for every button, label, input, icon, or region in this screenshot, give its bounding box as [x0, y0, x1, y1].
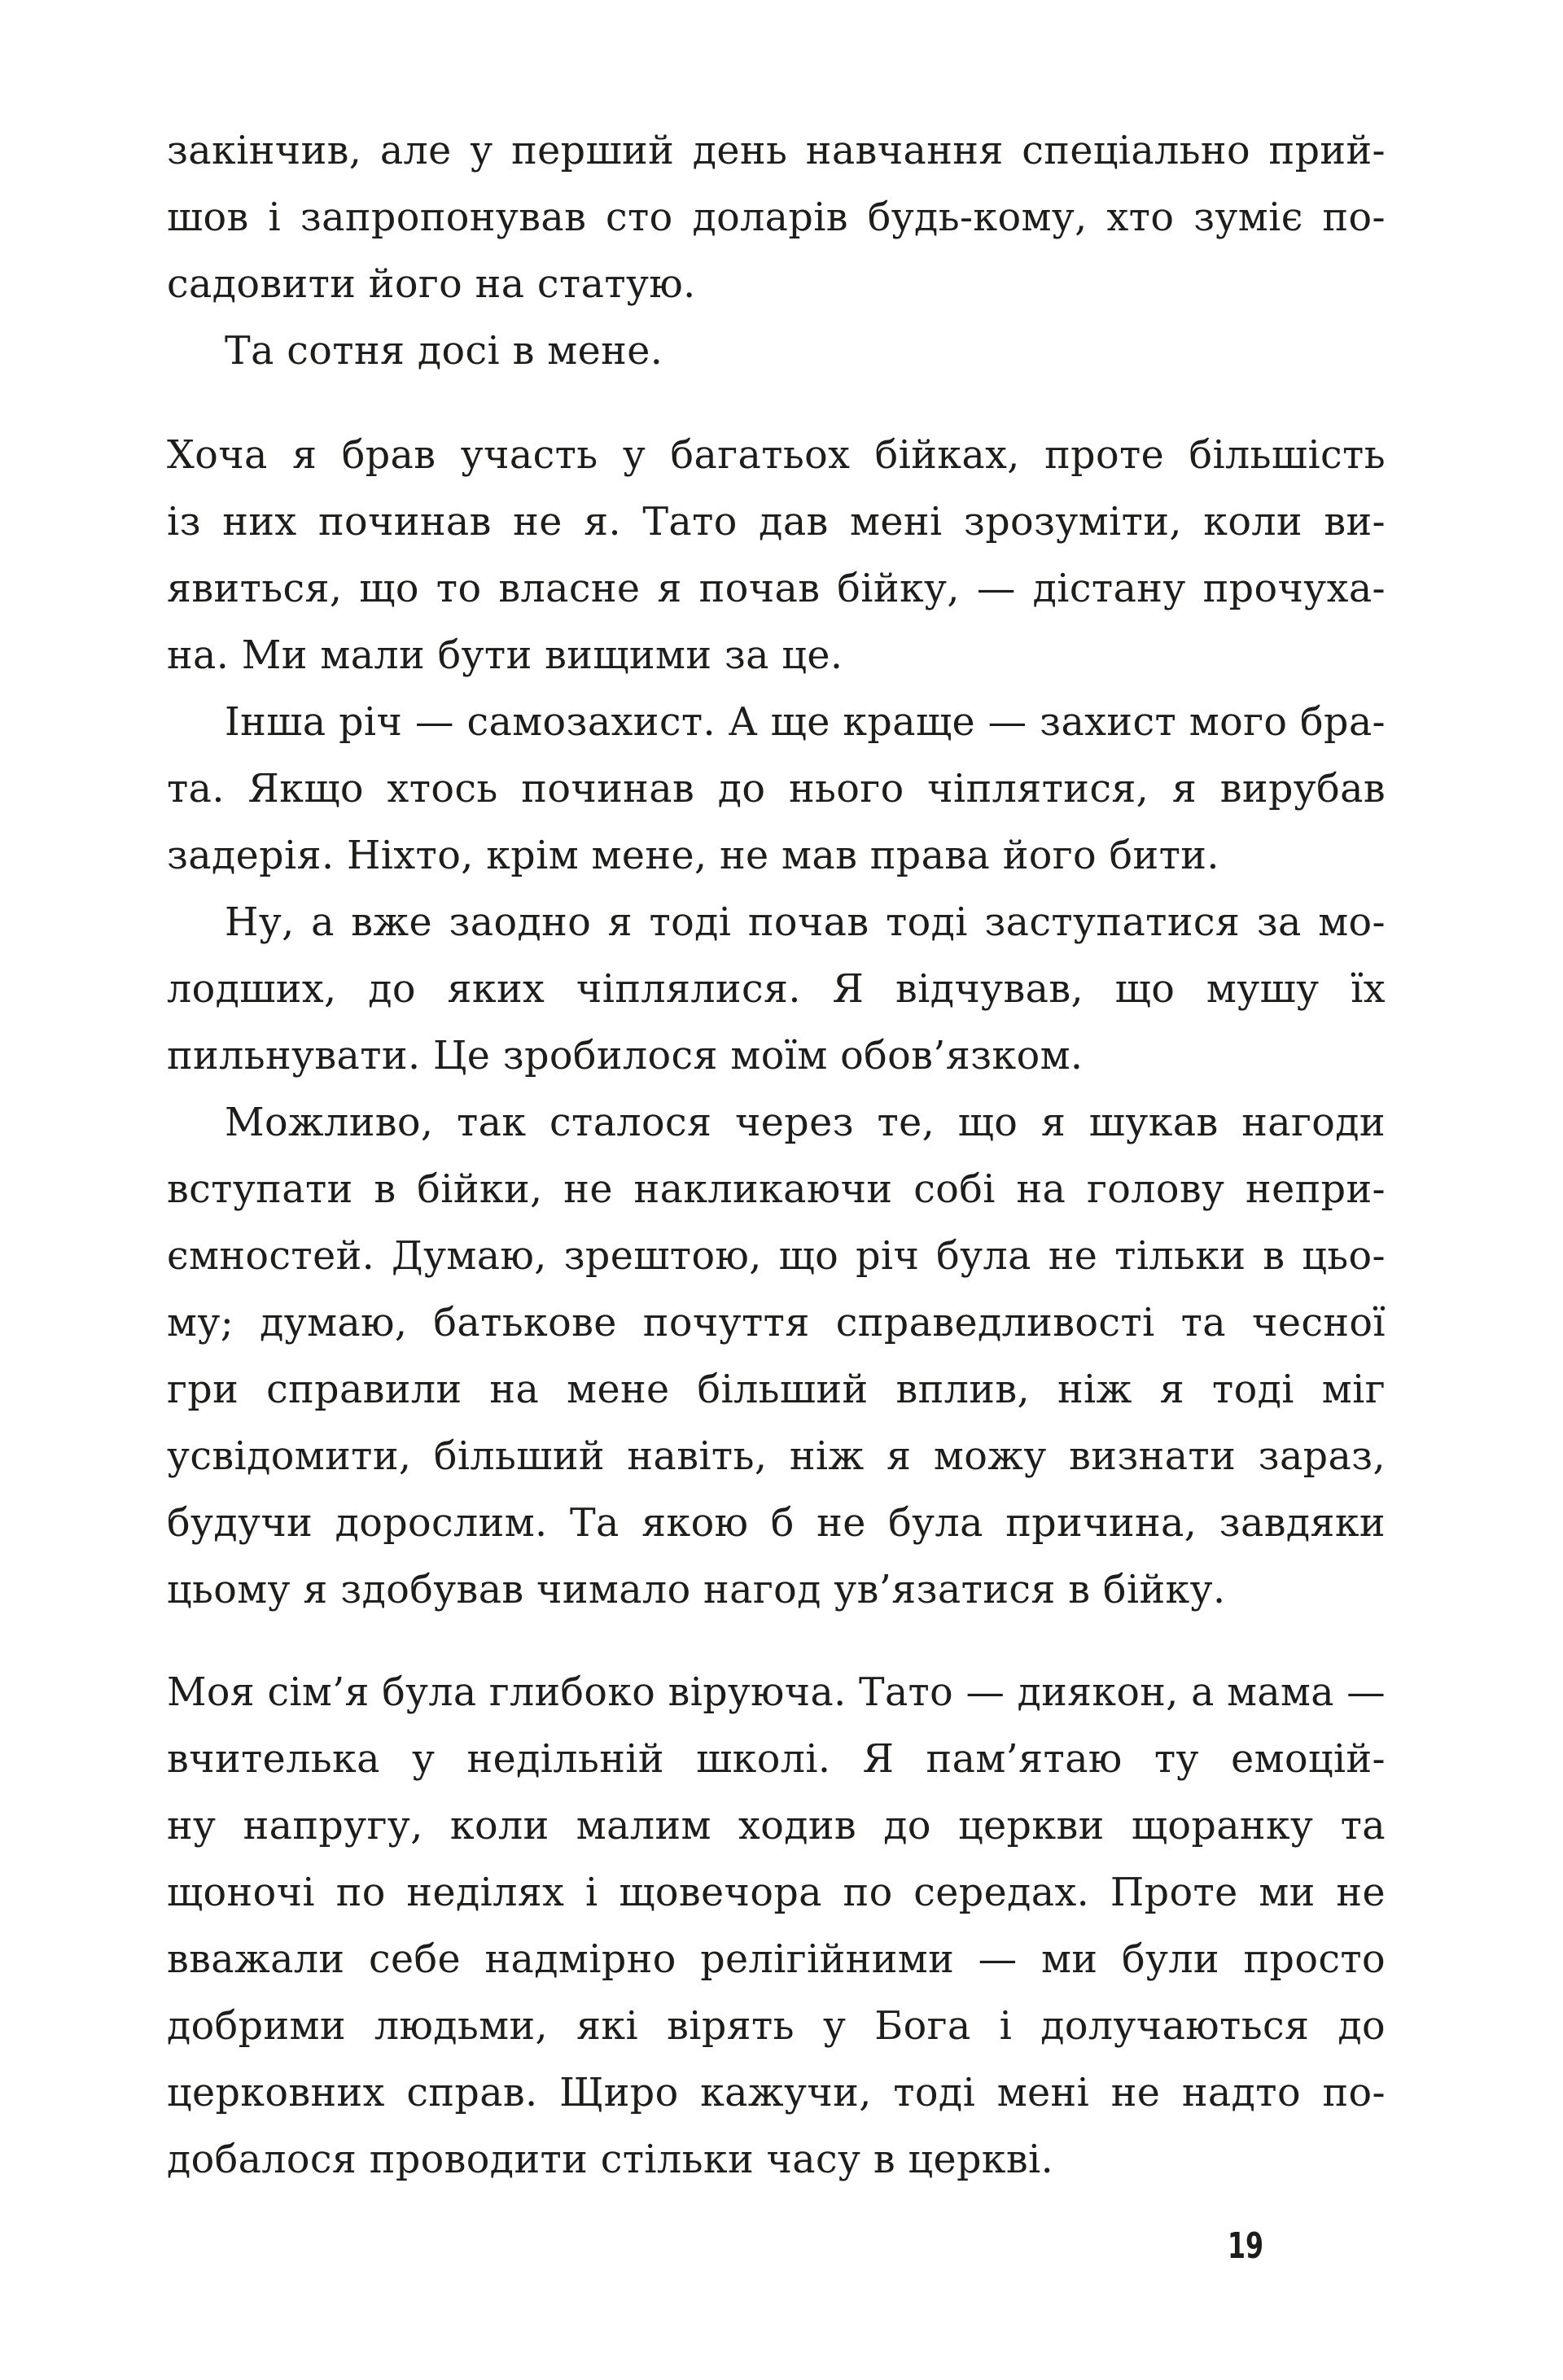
text-line: закінчив, але у перший день навчання спеціально прий-	[167, 129, 1386, 173]
text-line: церковних справ. Щиро кажучи, тоді мені не надто по-	[167, 2071, 1386, 2115]
text-line: усвідомити, більший навіть, ніж я можу визнати зараз,	[167, 1434, 1386, 1479]
text-line: му; думаю, батькове почуття справедливості та чесної	[167, 1301, 1386, 1345]
text-line: Можливо, так сталося через те, що я шукав нагоди	[225, 1100, 1386, 1145]
text-line: добрими людьми, які вірять у Бога і долучаються до	[167, 2004, 1386, 2049]
text-line: вступати в бійки, не накликаючи собі на голову непри-	[167, 1167, 1386, 1212]
text-line: Та сотня досі в мене.	[225, 329, 663, 374]
text-line: та. Якщо хтось починав до нього чіплятися, я вирубав	[167, 767, 1386, 812]
text-line: щоночі по неділях і щовечора по середах. Проте ми не	[167, 1870, 1386, 1915]
text-line: будучи дорослим. Та якою б не була причина, завдяки	[167, 1501, 1386, 1546]
text-line: вчителька у недільній школі. Я пам’ятаю ту емоцій-	[167, 1737, 1386, 1782]
text-line: Інша річ — самозахист. А ще краще — захист мого бра-	[225, 700, 1386, 745]
text-line: Моя сім’я була глибоко віруюча. Тато — диякон, а мама —	[167, 1670, 1386, 1715]
text-line: явиться, що то власне я почав бійку, — дістану прочуха-	[167, 567, 1386, 611]
text-line: садовити його на статую.	[167, 262, 696, 307]
text-line: вважали себе надмірно релігійними — ми були просто	[167, 1937, 1386, 1982]
text-line: ємностей. Думаю, зрештою, що річ була не тільки в цьо-	[167, 1234, 1386, 1279]
text-line: лодших, до яких чіплялися. Я відчував, що мушу їх	[167, 967, 1386, 1012]
text-line: шов і запропонував сто доларів будь-кому, хто зуміє по-	[167, 195, 1386, 240]
text-line: Хоча я брав участь у багатьох бійках, проте більшість	[167, 433, 1386, 478]
text-line: задерія. Ніхто, крім мене, не мав права його бити.	[167, 833, 1219, 878]
text-line: гри справили на мене більший вплив, ніж я тоді міг	[167, 1367, 1386, 1412]
page-number: 19	[1227, 2225, 1264, 2267]
text-line: пильнувати. Це зробилося моїм обов’язком.	[167, 1034, 1084, 1078]
text-line: Ну, а вже заодно я тоді почав тоді заступатися за мо-	[225, 900, 1386, 945]
text-line: добалося проводити стільки часу в церкві.	[167, 2137, 1054, 2182]
text-line: цьому я здобував чимало нагод ув’язатися в бійку.	[167, 1568, 1226, 1612]
text-line: на. Ми мали бути вищими за це.	[167, 633, 843, 678]
text-line: ну напругу, коли малим ходив до церкви щоранку та	[167, 1804, 1386, 1848]
text-line: із них починав не я. Тато дав мені зрозуміти, коли ви-	[167, 500, 1386, 545]
